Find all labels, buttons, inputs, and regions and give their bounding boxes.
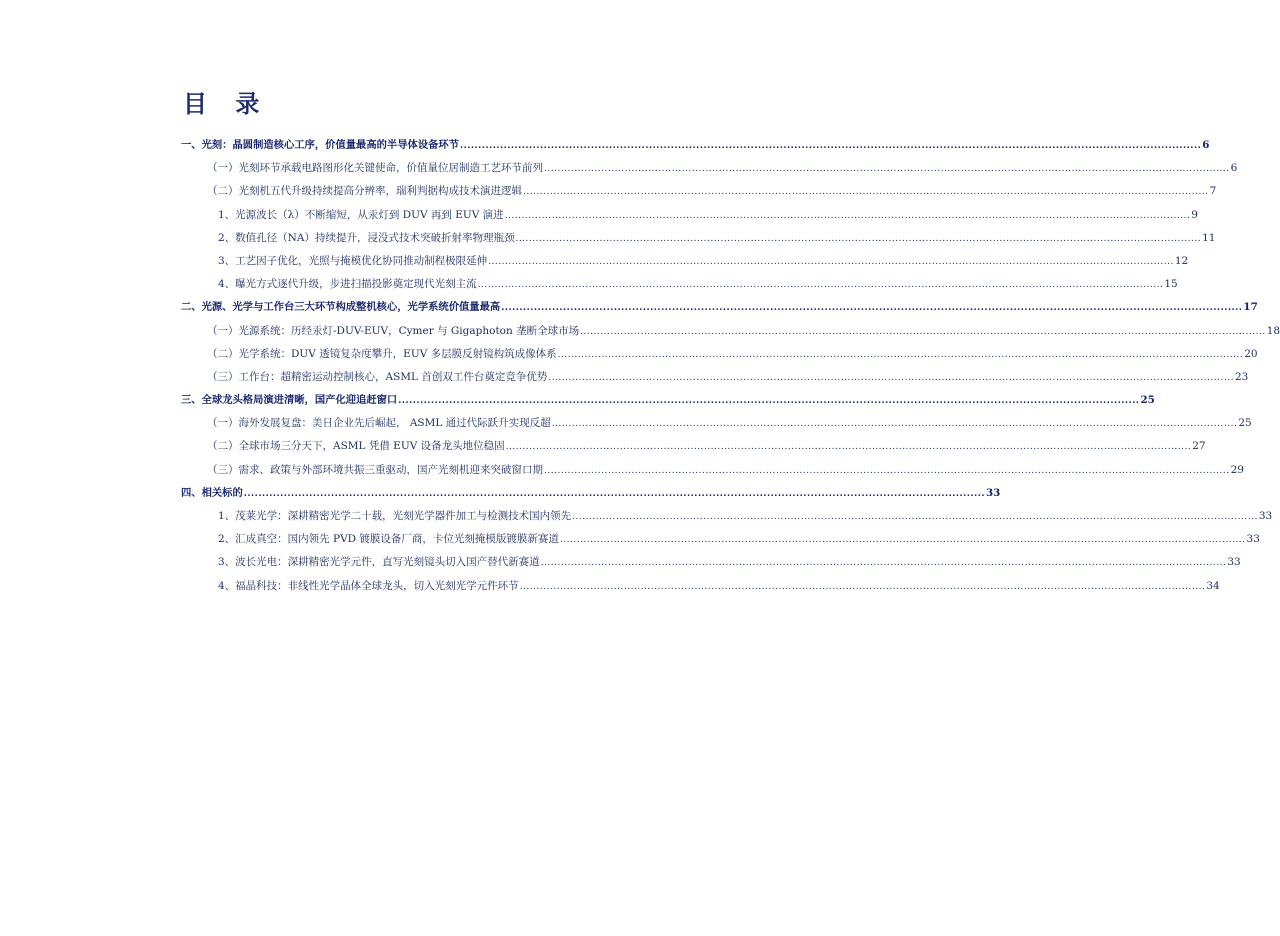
toc-page-number: 25 [1140, 394, 1155, 407]
toc-entry[interactable] [181, 250, 1189, 273]
toc-entry[interactable] [181, 528, 1260, 551]
toc-entry-title: 1、茂莱光学：深耕精密光学二十载，光刻光学器件加工与检测技术国内领先 [218, 510, 572, 522]
toc-dot-leader [506, 436, 1192, 459]
toc-entry-title: 三、全球龙头格局演进清晰，国产化迎追赶窗口 [181, 394, 398, 407]
toc-page-number: 20 [1244, 347, 1258, 360]
toc-page-number: 9 [1191, 208, 1198, 221]
toc-entry[interactable] [181, 366, 1249, 389]
toc-entry[interactable] [181, 459, 1244, 482]
toc-dot-leader [478, 274, 1164, 297]
toc-dot-leader [398, 390, 1139, 413]
toc-entry[interactable] [181, 551, 1241, 574]
toc-page-number: 6 [1202, 139, 1210, 151]
toc-dot-leader [552, 413, 1238, 436]
toc-entry-title: （一）海外发展复盘：美日企业先后崛起， ASML 通过代际跃升实现反超 [207, 417, 551, 430]
toc-entry-title: 4、曝光方式逐代升级，步进扫描投影奠定现代光刻主流 [218, 278, 477, 291]
toc-page-number: 29 [1230, 463, 1244, 476]
toc-entry-title: 1、光源波长（λ）不断缩短，从汞灯到 DUV 再到 EUV 演进 [218, 208, 504, 221]
toc-entry[interactable] [181, 505, 1273, 528]
toc-entry[interactable] [181, 575, 1220, 598]
toc-dot-leader [244, 483, 985, 506]
toc-entry[interactable] [181, 435, 1206, 458]
toc-entry[interactable] [181, 389, 1155, 412]
toc-page-number: 15 [1164, 278, 1178, 291]
toc-entry[interactable] [181, 412, 1252, 435]
toc-entry[interactable] [181, 180, 1217, 203]
toc-dot-leader [505, 205, 1191, 228]
toc-page-number: 27 [1192, 440, 1206, 453]
toc-entry-title: （二）全球市场三分天下，ASML 凭借 EUV 设备龙头地位稳固 [207, 440, 505, 453]
toc-page-number: 12 [1174, 254, 1189, 267]
toc-entry-title: （二）光学系统：DUV 透镜复杂度攀升，EUV 多层膜反射镜构筑成像体系 [207, 347, 557, 360]
toc-page-number: 33 [1246, 533, 1260, 546]
toc-dot-leader [488, 251, 1174, 274]
toc-entry-title: （三）需求、政策与外部环境共振三重驱动，国产光刻机迎来突破窗口期 [207, 463, 543, 476]
toc-dot-leader [544, 460, 1230, 483]
toc-dot-leader [515, 228, 1201, 251]
toc-entry-title: 3、工艺因子优化，光照与掩模优化协同推动制程极限延伸 [218, 254, 488, 267]
toc-dot-leader [558, 344, 1244, 367]
table-of-contents [181, 134, 1280, 598]
toc-dot-leader [544, 158, 1230, 181]
toc-page-number: 23 [1234, 370, 1249, 383]
toc-entry[interactable] [181, 320, 1280, 343]
toc-page-number: 18 [1266, 324, 1280, 337]
toc-dot-leader [580, 321, 1266, 344]
toc-dot-leader [548, 367, 1234, 390]
toc-dot-leader [541, 552, 1227, 575]
toc-page-number: 7 [1209, 185, 1217, 198]
toc-entry-title: 二、光源、光学与工作台三大环节构成整机核心，光学系统价值量最高 [181, 301, 501, 314]
toc-entry-title: 4、福晶科技：非线性光学晶体全球龙头，切入光刻光学元件环节 [218, 579, 519, 592]
toc-page-number: 33 [1227, 556, 1241, 569]
toc-entry[interactable] [181, 273, 1178, 296]
toc-entry[interactable] [181, 227, 1216, 250]
toc-dot-leader [523, 181, 1209, 204]
toc-entry-title: 四、相关标的 [181, 486, 243, 499]
toc-entry[interactable] [181, 482, 1001, 505]
toc-dot-leader [520, 576, 1206, 599]
toc-entry-title: （一）光刻环节承载电路图形化关键使命，价值量位居制造工艺环节前列 [207, 162, 543, 175]
toc-entry-title: 2、数值孔径（NA）持续提升，浸没式技术突破折射率物理瓶颈 [218, 231, 515, 244]
toc-entry-title: 3、波长光电：深耕精密光学元件，直写光刻镜头切入国产替代新赛道 [218, 556, 540, 569]
page-title: 目 录 [183, 89, 270, 118]
toc-entry[interactable] [181, 157, 1238, 180]
toc-page-number: 33 [1258, 510, 1273, 522]
toc-page-number: 33 [985, 486, 1001, 499]
toc-dot-leader [560, 529, 1246, 552]
toc-dot-leader [572, 506, 1258, 529]
toc-dot-leader [501, 297, 1242, 320]
toc-entry-title: 2、汇成真空：国内领先 PVD 镀膜设备厂商，卡位光刻掩模版镀膜新赛道 [218, 533, 559, 546]
toc-page-number: 6 [1230, 162, 1238, 175]
toc-dot-leader [460, 135, 1201, 158]
toc-page-number: 25 [1238, 417, 1252, 430]
toc-entry-title: （二）光刻机五代升级持续提高分辨率，瑞利判据构成技术演进逻辑 [207, 185, 522, 198]
toc-page-number: 17 [1243, 301, 1258, 314]
toc-page-number: 34 [1206, 579, 1220, 592]
toc-entry[interactable] [181, 204, 1198, 227]
toc-entry[interactable] [181, 343, 1258, 366]
toc-entry-title: 一、光刻：晶圆制造核心工序，价值量最高的半导体设备环节 [181, 139, 460, 151]
toc-entry[interactable] [181, 134, 1210, 157]
toc-entry[interactable] [181, 296, 1258, 319]
toc-entry-title: （一）光源系统：历经汞灯-DUV-EUV，Cymer 与 Gigaphoton 垄断全球市场 [207, 324, 580, 337]
toc-page-number: 11 [1202, 231, 1216, 244]
toc-entry-title: （三）工作台：超精密运动控制核心，ASML 首创双工件台奠定竞争优势 [207, 370, 548, 383]
